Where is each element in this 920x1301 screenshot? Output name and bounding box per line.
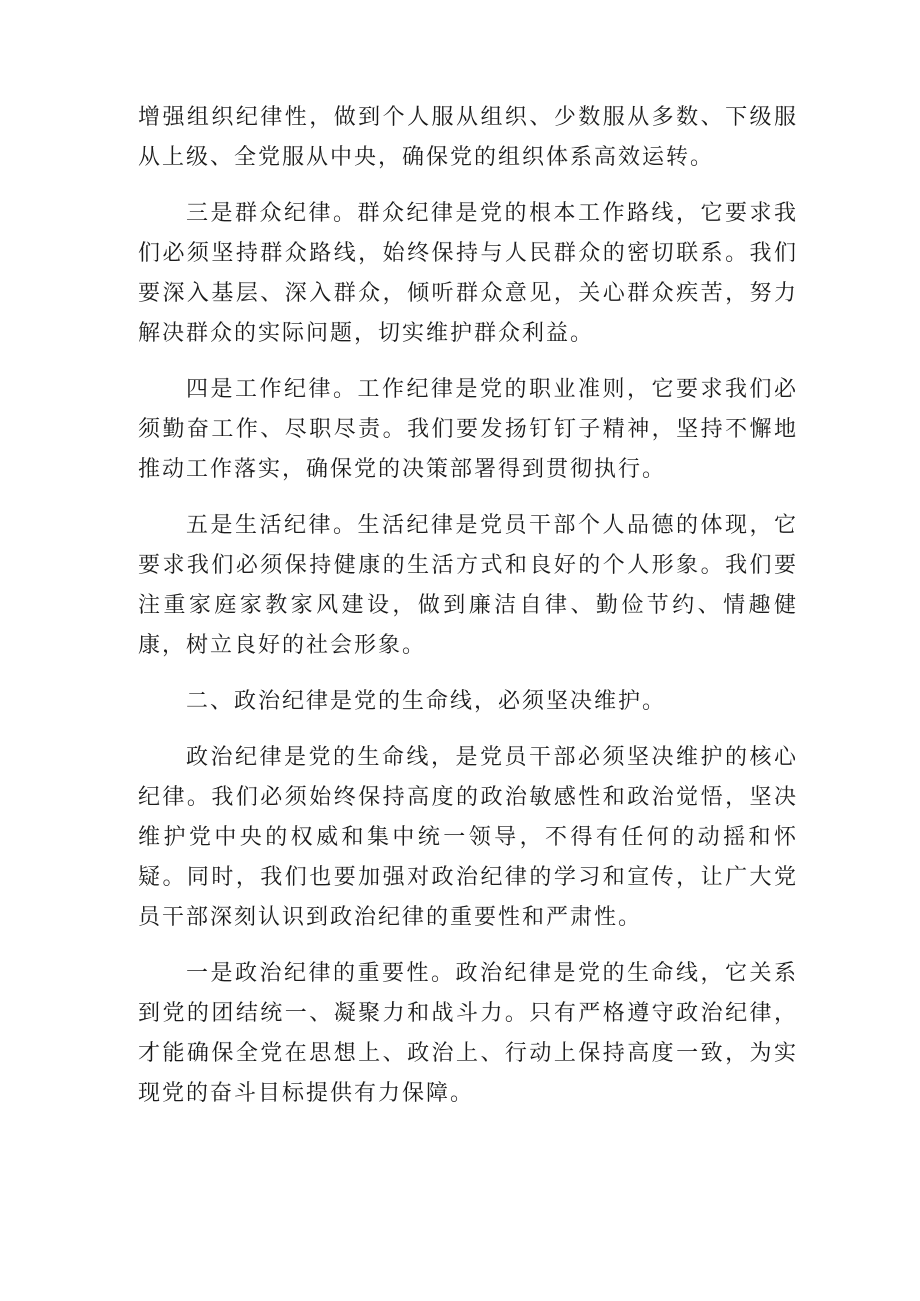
paragraph-life-discipline: 五是生活纪律。生活纪律是党员干部个人品德的体现，它要求我们必须保持健康的生活方式和良好的个人形象。我们要注重家庭家教家风建设，做到廉洁自律、勤俭节约、情趣健康，树立良好的社会形象。: [138, 513, 798, 658]
paragraph-political-discipline-intro: 政治纪律是党的生命线，是党员干部必须坚决维护的核心纪律。我们必须始终保持高度的政治敏感性和政治觉悟，坚决维护党中央的权威和集中统一领导，不得有任何的动摇和怀疑。同时，我们也要加强对政治纪律的学习和宣传，让广大党员干部深刻认识到政治纪律的重要性和严肃性。: [138, 745, 798, 930]
section-heading-political-discipline: 二、政治纪律是党的生命线，必须坚决维护。: [186, 689, 667, 714]
paragraph-work-discipline: 四是工作纪律。工作纪律是党的职业准则，它要求我们必须勤奋工作、尽职尽责。我们要发扬钉钉子精神，坚持不懈地推动工作落实，确保党的决策部署得到贯彻执行。: [138, 377, 798, 482]
paragraph-organizational-discipline-continuation: 增强组织纪律性，做到个人服从组织、少数服从多数、下级服从上级、全党服从中央，确保党的组织体系高效运转。: [138, 105, 798, 170]
paragraph-political-discipline-importance: 一是政治纪律的重要性。政治纪律是党的生命线，它关系到党的团结统一、凝聚力和战斗力。只有严格遵守政治纪律，才能确保全党在思想上、政治上、行动上保持高度一致，为实现党的奋斗目标提供有力保障。: [138, 961, 798, 1106]
paragraph-mass-discipline: 三是群众纪律。群众纪律是党的根本工作路线，它要求我们必须坚持群众路线，始终保持与人民群众的密切联系。我们要深入基层、深入群众，倾听群众意见，关心群众疾苦，努力解决群众的实际问题，切实维护群众利益。: [138, 201, 798, 346]
document-body: [138, 98, 798, 1130]
